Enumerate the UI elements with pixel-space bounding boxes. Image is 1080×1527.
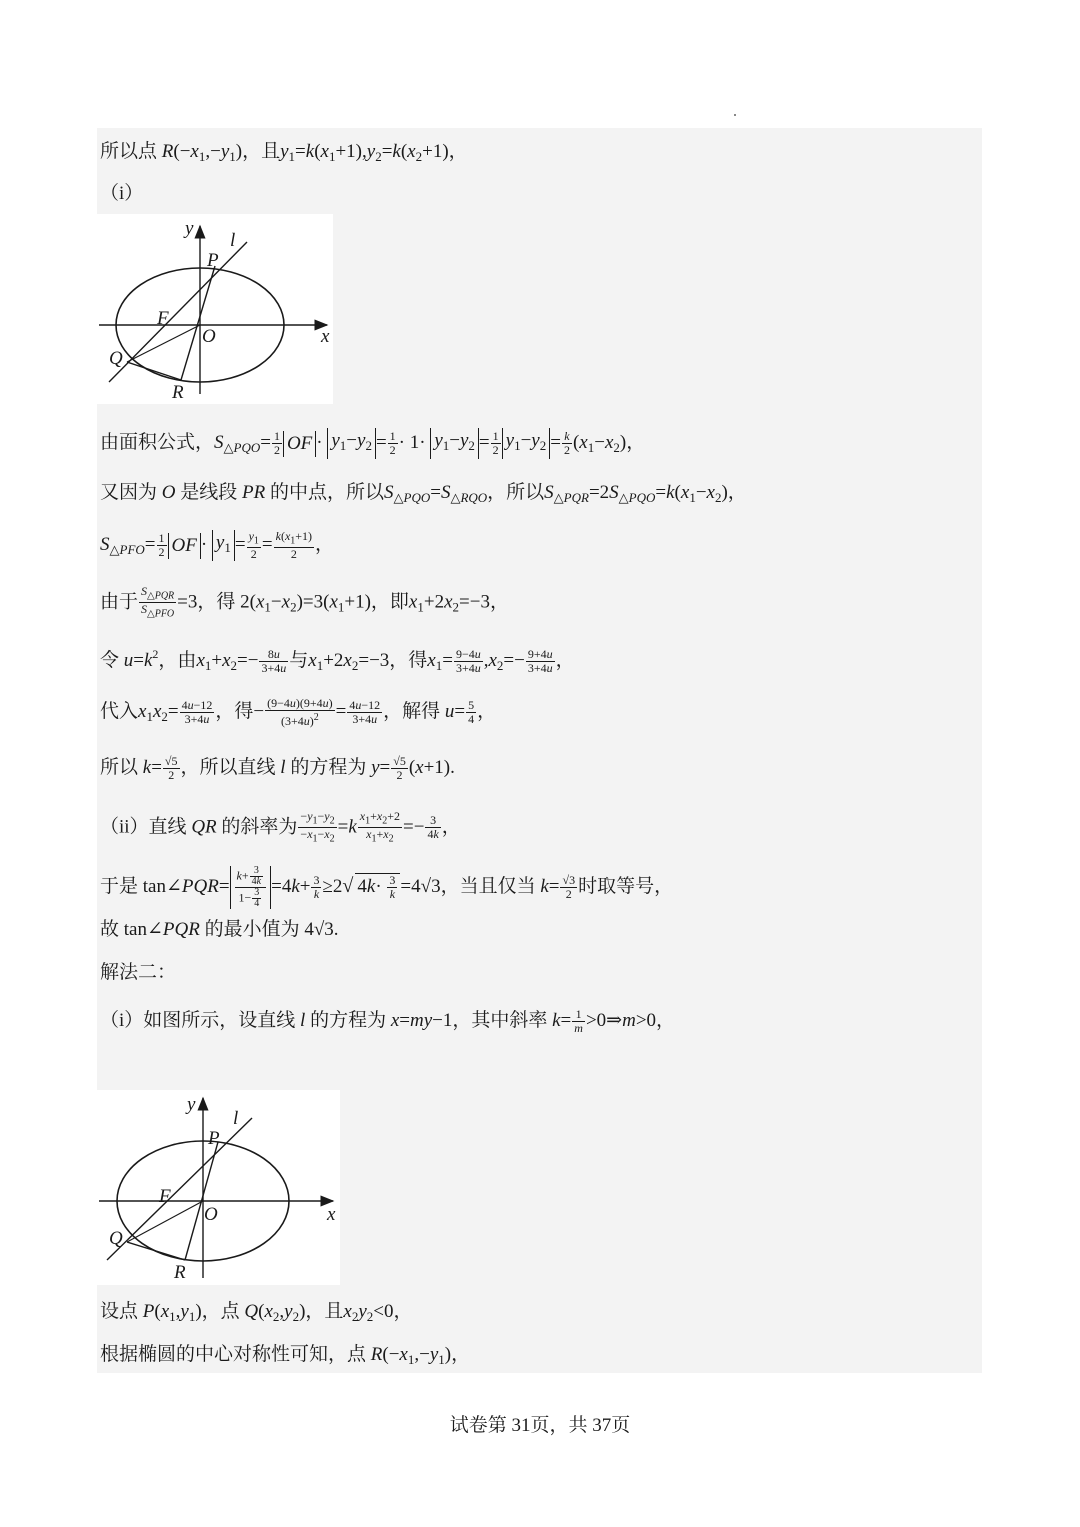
text-line-12: 故 tan∠PQR 的最小值为 4√3. <box>100 919 339 940</box>
text-line-15: 设点 $P(x_1,y_1)$，点 $Q(x_2,y_2)$，且$x_2y_2<0$， <box>100 1301 413 1324</box>
text-line-16: 根据椭圆的中心对称性可知，点 $R(-x_1,-y_1)$， <box>100 1344 471 1367</box>
text-line-7: 令 $u=k^2$，由$x_1+x_2=-$ $\frac{8u}{3+4u}$ 与$x_1+2x_2=-3$，得$x_1=$ $\frac{9-4u}{3+4u}$ $,x_2=-$ $\frac{9+4u}{3+4u}$ ， <box>100 647 575 676</box>
fig1-label-x: x <box>321 326 330 347</box>
fig2-label-l: l <box>233 1108 239 1129</box>
fig2-label-F: F <box>159 1186 171 1207</box>
fig2-label-y: y <box>187 1094 196 1115</box>
text-line-1: 所以点 $R(-x_1,-y_1)$，且$y_1=k(x_1+1),y_2=k(x_2+1)$， <box>100 141 468 164</box>
fig2-label-x: x <box>327 1204 336 1225</box>
fig1-label-Q: Q <box>109 348 123 369</box>
text-line-13: 解法二： <box>100 962 177 983</box>
page-footer: 试卷第 31页，共 37页 <box>449 1415 631 1436</box>
fig2-label-Q: Q <box>109 1228 123 1249</box>
fig2-label-R: R <box>174 1262 186 1283</box>
text-line-4: 又因为 O 是线段 PR 的中点，所以$S_{\triangle PQO}=S_{\triangle RQO}$，所以$S_{\triangle PQR}=2S_{\triangle PQO}=k(x_1-x_2)$， <box>100 482 747 505</box>
text-line-5: $S_{\triangle PFO}=$ $\frac{1}{2}$ OF · $y_1$ = $\frac{y_1}{2}$ = $\frac{k(x_1+1)}{2}$ ， <box>100 529 335 562</box>
ellipse-figure-2 <box>97 1090 340 1285</box>
fig1-label-O: O <box>202 326 216 347</box>
text-line-8: 代入$x_1x_2=$ $\frac{4u-12}{3+4u}$ ，得− $\frac{(9-4u)(9+4u)}{(3+4u)^2}$ = $\frac{4u-12}{3+4u}$ ，解得 u= $\frac{5}{4}$ ， <box>100 696 497 728</box>
fig1-label-R: R <box>172 382 184 403</box>
fig1-label-l: l <box>230 230 236 251</box>
text-line-2: （i） <box>100 183 144 204</box>
fig2-label-O: O <box>204 1204 218 1225</box>
stray-dot <box>734 114 736 116</box>
fig1-label-y: y <box>185 218 194 239</box>
text-line-10: （ii）直线 QR 的斜率为 $\frac{-y_1-y_2}{-x_1-x_2}$ =k $\frac{x_1+x_2+2}{x_1+x_2}$ =− $\frac{3}{4k}$ ， <box>100 809 461 845</box>
fig2-label-P: P <box>208 1128 220 1149</box>
text-line-9: 所以 k= $\frac{√5}{2}$ ，所以直线 l 的方程为 y= $\frac{√5}{2}$ (x+1). <box>100 754 455 783</box>
text-line-6: 由于 $\frac{S_{\triangle PQR}}{S_{\triangle PFO}}$ =3，得 $2(x_1-x_2)=3(x_1+1)$，即$x_1+2x_2=-3$， <box>100 584 509 620</box>
text-line-3: 由面积公式，$S_{\triangle PQO}=$ $\frac{1}{2}$ OF · $y_1-y_2$ = $\frac{1}{2}$ · $1\cdot y_1-y_2$ = $\frac{1}{2}$ $y_1-y_2$ = $\frac{k}{2}$ $(x_1-x_2)$， <box>100 429 646 457</box>
ellipse-figure-1 <box>97 214 333 404</box>
text-line-11: 于是 tan∠PQR= k+ $\frac{3}{4k}$ 1− $\frac{3}{4}$ =4k+ $\frac{3}{k}$ ≥2√ 4k· $\frac{3}{k}$ =4√3，当且仅当 k= $\frac{√3}{2}$ 时取等号， <box>100 865 674 909</box>
fig1-label-P: P <box>207 250 219 271</box>
text-line-14: （i）如图所示，设直线 l 的方程为 x=my−1，其中斜率 k= $\frac{1}{m}$ >0⇒m>0， <box>100 1007 676 1036</box>
fig1-label-F: F <box>157 308 169 329</box>
